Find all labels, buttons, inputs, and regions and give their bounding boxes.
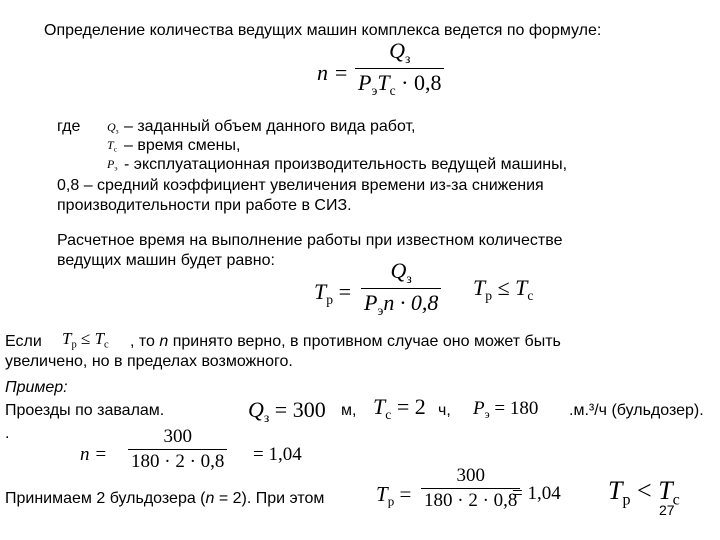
where-item-t: – время смены, — [124, 137, 241, 154]
example-p: $P_э = 180$ — [473, 398, 539, 422]
example-q: $Q_з = 300$ — [248, 397, 326, 425]
example-n-fraction — [128, 426, 227, 473]
if-text-line-1: , то n принято верно, в противном случае оно может быть — [130, 333, 561, 350]
where-item-q: – заданный объем данного вида работ, — [124, 118, 416, 135]
where-line-5: производительности при работе в СИЗ. — [57, 197, 352, 214]
if-word: Если — [5, 333, 42, 350]
where-symbol-t: $T_с$ — [107, 138, 117, 154]
calc-time-line-2: ведущих машин будет равно: — [57, 252, 275, 269]
calc-time-numerator: $Q_з$ — [390, 258, 412, 286]
where-label: где — [57, 118, 81, 135]
example-accept: Принимаем 2 бульдозера (n = 2). При этом — [5, 490, 325, 507]
example-t-numerator: 300 — [456, 465, 485, 486]
if-condition: $T_р \le T_с$ — [62, 329, 109, 351]
formula-main-lhs: n = — [317, 60, 349, 85]
calc-time-formula-fraction — [361, 258, 441, 319]
calc-time-condition: $T_р \le T_с$ — [473, 275, 534, 303]
example-t-lhs: $T_р$ = — [376, 482, 412, 509]
where-symbol-q: $Q_з$ — [107, 120, 119, 136]
example-n-result: = 1,04 — [253, 444, 302, 465]
fraction-bar — [355, 68, 444, 69]
example-t-fraction — [421, 465, 520, 512]
formula-main-numerator: $Q_з$ — [389, 38, 411, 66]
where-symbol-p: $P_э$ — [107, 157, 118, 173]
heading: Определение количества ведущих машин комплекса ведется по формуле: — [44, 22, 602, 39]
example-n-numerator: 300 — [163, 426, 192, 447]
example-t-unit: ч, — [438, 402, 451, 419]
formula-main-denominator: $P_эT_с \cdot 0,8$ — [358, 69, 442, 98]
example-dot: . — [5, 425, 10, 442]
example-n-denominator: 180 · 2 · 0,8 — [131, 451, 225, 472]
fraction-bar — [421, 488, 520, 489]
fraction-bar — [361, 288, 441, 289]
example-t: $T_с = 2$ — [373, 394, 426, 422]
if-text-line-2: увеличено, но в пределах возможного. — [5, 353, 293, 370]
example-n-lhs: n = — [80, 444, 108, 465]
calc-time-denominator: $P_эn \cdot 0,8$ — [364, 289, 439, 318]
example-final-condition: $T_р < T_с$ — [608, 476, 680, 509]
calc-time-formula-lhs: $T_р$ = — [314, 279, 351, 307]
example-t-result: = 1,04 — [512, 483, 561, 504]
example-label: Пример: — [5, 379, 68, 396]
page-number: 27 — [659, 502, 675, 518]
example-task: Проезды по завалам. — [5, 402, 165, 419]
fraction-bar — [128, 449, 227, 450]
calc-time-line-1: Расчетное время на выполнение работы при известном количестве — [57, 232, 563, 249]
example-t-denominator: 180 · 2 · 0,8 — [424, 490, 518, 511]
example-p-unit: .м.³/ч (бульдозер). — [569, 402, 704, 419]
where-line-4: 0,8 – средний коэффициент увеличения времени из-за снижения — [57, 177, 544, 194]
example-q-unit: м, — [341, 402, 357, 419]
where-item-p: - эксплуатационная производительность ведущей машины, — [124, 156, 568, 173]
formula-main-fraction — [355, 38, 444, 99]
